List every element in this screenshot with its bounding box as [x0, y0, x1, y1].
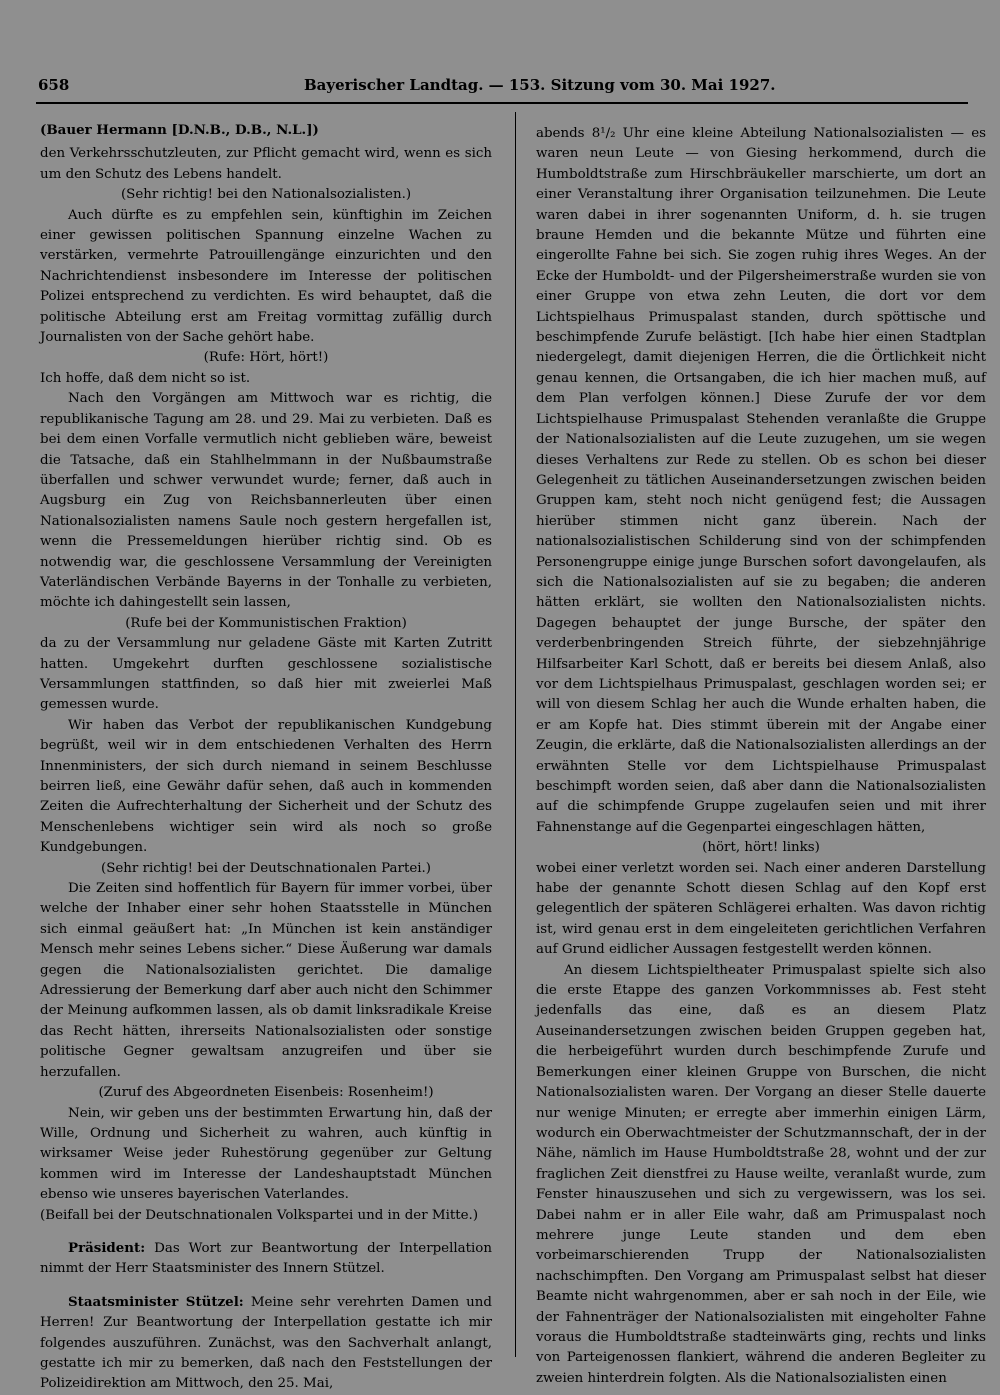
header-rule — [36, 102, 968, 104]
minister-statement — [40, 1292, 492, 1395]
page-number: 658 — [38, 76, 70, 94]
paragraph: Auch dürfte es zu empfehlen sein, künftighin im Zeichen einer gewissen politischen Spannung einzelne Wachen zu verstärken, vermehrte Patrouillengänge einzurichten und den Nachrichtendienst insbesondere im Interesse der politischen Polizei entsprechend zu verdichten. Es wird behauptet, daß die politische Abteilung erst am Freitag vormittag zufällig durch Journalisten von der Sache gehört habe. — [40, 207, 492, 346]
interjection: (Sehr richtig! bei den Nationalsozialisten.) — [120, 187, 412, 203]
interjection: (hört, hört! links) — [702, 840, 820, 856]
interjection: (Rufe bei der Kommunistischen Fraktion) — [125, 615, 407, 631]
interjection: (Beifall bei der Deutschnationalen Volkspartei und in der Mitte.) — [40, 1207, 479, 1223]
paragraph: abends 8¹/₂ Uhr eine kleine Abteilung Nationalsozialisten — es waren neun Leute — von Giesing herkommend, durch die Humboldtstraße zum Hirschbräukeller marschierte, um dort an einer Veranstaltung ihrer Organisation teilzunehmen. Die Leute waren dabei in ihrer sogenannten Uniform, d. h. sie trugen braune Hemden und die bekannte Mütze und führten eine eingerollte Fahne bei sich. Sie zogen ruhig ihres Weges. An der Ecke der Humboldt- und der Pilgersheimerstraße wurden sie von einer Gruppe von etwa zehn Leuten, die dort vor dem Lichtspielhaus Primuspalast standen, durch spöttische und beschimpfende Zurufe belästigt. [Ich habe hier einen Stadtplan niedergelegt, damit diejenigen Herren, die die Örtlichkeit nicht genau kennen, die Ortsangaben, die ich hier machen muß, auf dem Plan verfolgen können.] Diese Zurufe der vor dem Lichtspielhause Primuspalast Stehenden veranlaßte die Gruppe der Nationalsozialisten auf die Leute zuzugehen, um sie wegen dieses Verhaltens zur Rede zu stellen. Ob es schon bei dieser Gelegenheit zu tätlichen Auseinandersetzungen zwischen beiden Gruppen kam, steht noch nicht genügend fest; die Aussagen hierüber stimmen nicht ganz überein. Nach der nationalsozialistischen Schilderung sind von der schimpfenden Personengruppe einige junge Burschen sofort davongelaufen, als sich die Nationalsozialisten auf sie zu begaben; die anderen hätten erklärt, sie wollten den Nationalsozialisten nichts. Dagegen behauptet der junge Bursche, der später den verderbenbringenden Streich führte, der siebzehnjährige Hilfsarbeiter Karl Schott, daß er bereits bei diesem Anlaß, also vor dem Lichtspielhaus Primuspalast, geschlagen worden sei; er will von diesem Schlag her auch die Wunde erhalten haben, die er am Kopfe hat. Dies stimmt überein mit der Angabe einer Zeugin, die erklärte, daß die Nationalsozialisten allerdings an der erwähnten Stelle vor dem Lichtspielhause Primuspalast beschimpft worden seien, daß aber dann die Nationalsozialisten auf die schimpfende Gruppe zugelaufen seien und mit ihrer Fahnenstange auf die Gegenpartei eingeschlagen hätten, — [536, 126, 986, 835]
left-column — [40, 120, 492, 1395]
paragraph: Die Zeiten sind hoffentlich für Bayern für immer vorbei, über welche der Inhaber einer sehr hohen Staatsstelle in München sich einmal geäußert hat: „In München ist kein anständiger Mensch mehr seines Lebens sicher.“ Diese Äußerung war damals gegen die Nationalsozialisten gerichtet. Die damalige Adressierung der Bemerkung darf aber auch nicht den Schimmer der Meinung aufkommen lassen, als ob damit linksradikale Kreise das Recht hätten, ihrerseits Nationalsozialisten oder sonstige politische Gegner gewaltsam anzugreifen und über sie herzufallen. — [40, 881, 492, 1080]
right-column — [536, 124, 986, 1389]
interjection: (Sehr richtig! bei der Deutschnationalen Partei.) — [100, 860, 432, 876]
speaker-heading: (Bauer Hermann [D.N.B., D.B., N.L.]) — [40, 122, 319, 138]
statement-text: Meine sehr verehrten Damen und Herren! Zur Beantwortung der Interpellation gestatte ich mir folgendes auszuführen. Zunächst, was den Sachverhalt anlangt, gestatte ich mir zu bemerken, daß nach den Feststellungen der Polizeidirektion am Mittwoch, den 25. Mai, — [40, 1294, 492, 1392]
column-divider — [515, 112, 516, 1357]
paragraph: Nach den Vorgängen am Mittwoch war es richtig, die republikanische Tagung am 28. und 29. Mai zu verbieten. Daß es bei dem einen Vorfalle vermutlich nicht geblieben wäre, beweist die Tatsache, daß ein Stahlhelmmann in der Nußbaumstraße überfallen und schwer verwundet wurde; ferner, daß auch in Augsburg ein Zug von Reichsbannerleuten über einen Nationalsozialisten namens Saule noch gestern hergefallen ist, wenn die Pressemeldungen hierüber richtig sind. Ob es notwendig war, die geschlossene Versammlung der Vereinigten Vaterländischen Verbände Bayerns in der Tonhalle zu verbieten, möchte ich dahingestellt sein lassen, — [40, 391, 492, 611]
paragraph: wobei einer verletzt worden sei. Nach einer anderen Darstellung habe der genannte Schott diesen Schlag auf den Kopf erst gelegentlich der späteren Schlägerei erhalten. Was davon richtig ist, wird genau erst in dem eingeleiteten gerichtlichen Verfahren auf Grund eidlicher Aussagen festgestellt werden können. — [536, 860, 986, 958]
interjection: (Rufe: Hört, hört!) — [203, 350, 329, 366]
speaker-label: Staatsminister Stützel: — [68, 1293, 244, 1310]
paragraph: Ich hoffe, daß dem nicht so ist. — [40, 370, 251, 386]
paragraph: da zu der Versammlung nur geladene Gäste mit Karten Zutritt hatten. Umgekehrt durften geschlossene sozialistische Versammlungen stattfinden, so daß hier mit zweierlei Maß gemessen wurde. — [40, 636, 492, 713]
statement-text: Das Wort zur Beantwortung der Interpellation nimmt der Herr Staatsminister des Innern Stützel. — [40, 1240, 492, 1277]
president-statement — [40, 1238, 492, 1280]
paragraph: An diesem Lichtspieltheater Primuspalast spielte sich also die erste Etappe des ganzen Vorkommnisses ab. Fest steht jedenfalls das eine, daß es an diesem Platz Auseinandersetzungen zwischen beiden Gruppen gegeben hat, die herbeigeführt wurden durch beschimpfende Zurufe und Bemerkungen einer kleinen Gruppe von Burschen, die nicht Nationalsozialisten waren. Der Vorgang an dieser Stelle dauerte nur wenige Minuten; er erregte aber immerhin einigen Lärm, wodurch ein Oberwachtmeister der Schutzmannschaft, der in der Nähe, nämlich im Hause Humboldtstraße 28, wohnt und der zur fraglichen Zeit dienstfrei zu Hause weilte, veranlaßt wurde, zum Fenster hinauszusehen und sich zu vergewissern, was los sei. Dabei nahm er in aller Eile wahr, daß am Primuspalast noch mehrere junge Leute standen und dem eben vorbeimarschierenden Trupp der Nationalsozialisten nachschimpften. Den Vorgang am Primuspalast selbst hat dieser Beamte nicht wahrgenommen, aber er sah noch in der Eile, wie der Fahnenträger der Nationalsozialisten mit eingeholter Fahne voraus die Humboldtstraße stadteinwärts ging, rechts und links von Parteigenossen flankiert, während die anderen Begleiter zu zweien hinterdrein folgten. Als die Nationalsozialisten einen — [536, 962, 986, 1386]
paragraph: Nein, wir geben uns der bestimmten Erwartung hin, daß der Wille, Ordnung und Sicherheit zu wahren, auch künftig in wirksamer Weise jeder Ruhestörung gegenüber zur Geltung kommen wird im Interesse der Landeshauptstadt München ebenso wie unseres bayerischen Vaterlandes. — [40, 1105, 492, 1203]
paragraph: Wir haben das Verbot der republikanischen Kundgebung begrüßt, weil wir in dem entschiedenen Verhalten des Herrn Innenministers, der sich durch niemand in seinem Beschlusse beirren ließ, eine Gewähr dafür sehen, daß auch in kommenden Zeiten die Aufrechterhaltung der Sicherheit und der Schutz des Menschenlebens wichtiger sein wird als noch so große Kundgebungen. — [40, 717, 492, 856]
paragraph: den Verkehrsschutzleuten, zur Pflicht gemacht wird, wenn es sich um den Schutz des Lebens handelt. — [40, 146, 492, 182]
speaker-label: Präsident: — [68, 1239, 146, 1256]
running-title: Bayerischer Landtag. — 153. Sitzung vom 30. Mai 1927. — [304, 76, 776, 94]
interjection: (Zuruf des Abgeordneten Eisenbeis: Rosenheim!) — [98, 1085, 434, 1101]
